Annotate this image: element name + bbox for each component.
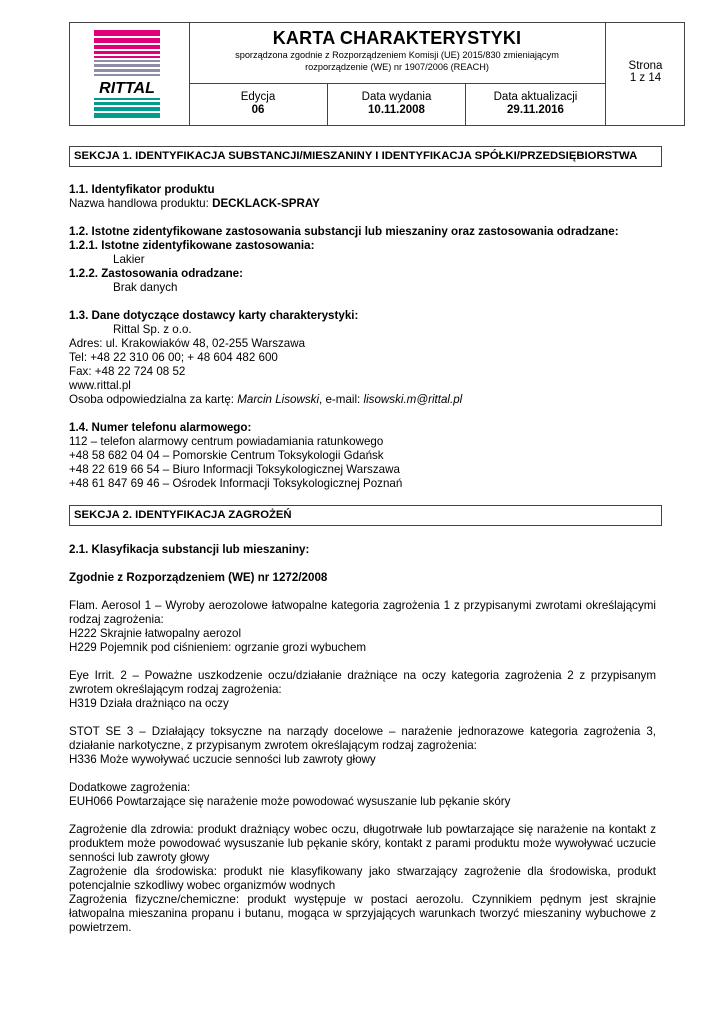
s13-heading: 1.3. Dane dotyczące dostawcy karty charakterystyki:: [69, 309, 359, 322]
person-name: Marcin Lisowski: [237, 393, 320, 406]
person-mid: , e-mail:: [319, 393, 364, 406]
s121-value: Lakier: [113, 253, 145, 266]
edition-label: Edycja: [240, 91, 276, 103]
document-header: [69, 22, 685, 126]
logo-text: RITTAL: [99, 80, 155, 97]
s13-fax: Fax: +48 22 724 08 52: [69, 365, 186, 378]
header-center: [189, 23, 605, 125]
issue-date-label: Data wydania: [361, 91, 432, 103]
s12-heading: 1.2. Istotne zidentyfikowane zastosowania substancji lub mieszaniny oraz zastosowania odradzane:: [69, 225, 619, 238]
section2-title: SEKCJA 2. IDENTYFIKACJA ZAGROŻEŃ: [69, 505, 662, 526]
stot-paragraph: STOT SE 3 – Działający toksyczne na narządy docelowe – narażenie jednorazowe kategoria zagrożenia 3, działanie narkotyczne, z przypisanym zwrotem określającym rodzaj zagrożenia:: [69, 725, 656, 752]
euh066-statement: EUH066 Powtarzające się narażenie może powodować wysuszanie lub pękanie skóry: [69, 795, 511, 808]
s14-line: 112 – telefon alarmowy centrum powiadamiania ratunkowego: [69, 435, 384, 448]
physical-hazard-paragraph: Zagrożenia fizyczne/chemiczne: produkt występuje w postaci aerozolu. Czynnikiem pędnym jest skrajnie łatwopalna mieszanina propanu i butanu, mogąca w sprzyjających warunkach tworzyć mieszaniny wybuchowe z powietrzem.: [69, 893, 656, 934]
logo-cell: [70, 23, 190, 125]
s14-line: +48 61 847 69 46 – Ośrodek Informacji Toksykologicznej Poznań: [69, 477, 403, 490]
s11-heading: 1.1. Identyfikator produktu: [69, 183, 215, 196]
s21-heading: 2.1. Klasyfikacja substancji lub mieszaniny:: [69, 543, 310, 556]
document-subtitle-line2: rozporządzenie (WE) nr 1907/2006 (REACH): [305, 62, 489, 72]
s14-line: +48 58 682 04 04 – Pomorskie Centrum Toksykologii Gdańsk: [69, 449, 384, 462]
title-zone: [189, 23, 605, 84]
page-label: Strona: [628, 60, 663, 72]
document-title: KARTA CHARAKTERYSTYKI: [272, 28, 522, 48]
s14-heading: 1.4. Numer telefonu alarmowego:: [69, 421, 252, 434]
h229-statement: H229 Pojemnik pod ciśnieniem: ogrzanie grozi wybuchem: [69, 641, 367, 654]
s13-website-link[interactable]: www.rittal.pl: [69, 379, 131, 392]
s11-product-name: [69, 197, 320, 211]
s122-heading: 1.2.2. Zastosowania odradzane:: [69, 267, 243, 280]
issue-date-cell: [328, 84, 466, 125]
flam-paragraph: Flam. Aerosol 1 – Wyroby aerozolowe łatwopalne kategoria zagrożenia 1 z przypisanymi zwrotami określającymi rodzaj zagrożenia:: [69, 599, 656, 626]
document-subtitle-line1: sporządzona zgodnie z Rozporządzeniem Komisji (UE) 2015/830 zmieniającym: [235, 50, 559, 60]
extra-hazards-label: Dodatkowe zagrożenia:: [69, 781, 191, 794]
section1-title: SEKCJA 1. IDENTYFIKACJA SUBSTANCJI/MIESZANINY I IDENTYFIKACJA SPÓŁKI/PRZEDSIĘBIORSTWA: [69, 146, 662, 167]
s121-heading: 1.2.1. Istotne zidentyfikowane zastosowania:: [69, 239, 315, 252]
person-prefix: Osoba odpowiedzialna za kartę:: [69, 393, 238, 406]
h336-statement: H336 Może wywoływać uczucie senności lub zawroty głowy: [69, 753, 376, 766]
s13-responsible-person: [69, 393, 462, 407]
person-email-link[interactable]: lisowski.m@rittal.pl: [363, 393, 463, 406]
edition-cell: [189, 84, 328, 125]
page-number-cell: [605, 23, 685, 125]
update-date-cell: [466, 84, 605, 125]
s13-tel: Tel: +48 22 310 06 00; + 48 604 482 600: [69, 351, 278, 364]
s14-line: +48 22 619 66 54 – Biuro Informacji Toksykologicznej Warszawa: [69, 463, 400, 476]
regulation-heading: Zgodnie z Rozporządzeniem (WE) nr 1272/2008: [69, 571, 328, 584]
update-date-value: 29.11.2016: [507, 104, 564, 116]
environment-hazard-paragraph: Zagrożenie dla środowiska: produkt nie klasyfikowany jako stwarzający zagrożenie dla środowiska, produkt potencjalnie szkodliwy wobec organizmów wodnych: [69, 865, 656, 892]
product-name-label: Nazwa handlowa produktu:: [69, 197, 213, 210]
s13-company: Rittal Sp. z o.o.: [113, 323, 192, 336]
eye-paragraph: Eye Irrit. 2 – Poważne uszkodzenie oczu/działanie drażniące na oczy kategoria zagrożenia 2 z przypisanym zwrotem określającym rodzaj zagrożenia:: [69, 669, 656, 696]
edition-value: 06: [251, 104, 265, 116]
s122-value: Brak danych: [113, 281, 178, 294]
s13-address: Adres: ul. Krakowiaków 48, 02-255 Warszawa: [69, 337, 306, 350]
health-hazard-paragraph: Zagrożenie dla zdrowia: produkt drażniący wobec oczu, długotrwałe lub powtarzające się narażenie na kontakt z produktem może powodować wysuszanie lub pękanie skóry, kontakt z parami produktu może wywoływać uczucie senności lub zawroty głowy: [69, 823, 656, 864]
issue-date-value: 10.11.2008: [368, 104, 425, 116]
update-date-label: Data aktualizacji: [493, 91, 578, 103]
rittal-logo-icon: [94, 30, 160, 118]
h222-statement: H222 Skrajnie łatwopalny aerozol: [69, 627, 242, 640]
header-meta-cells: [189, 84, 605, 125]
product-name-value: DECKLACK-SPRAY: [212, 197, 320, 210]
h319-statement: H319 Działa drażniąco na oczy: [69, 697, 229, 710]
page-value: 1 z 14: [629, 72, 662, 84]
